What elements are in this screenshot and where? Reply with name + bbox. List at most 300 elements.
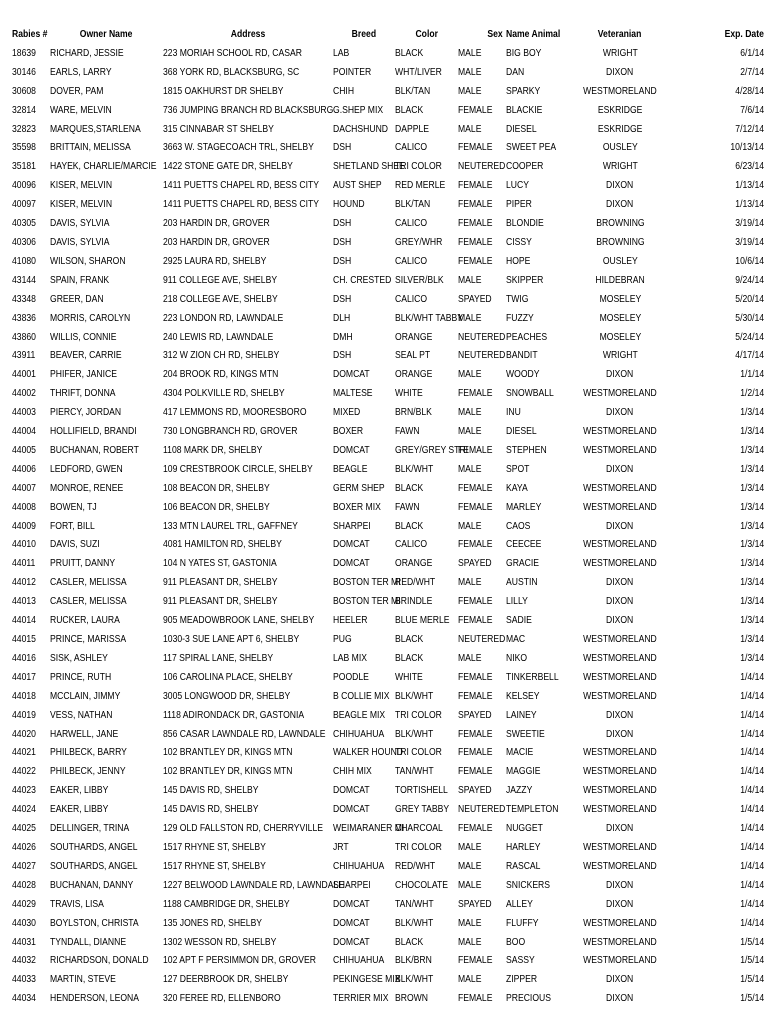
cell-animal-name: KAYA <box>506 481 528 494</box>
cell-owner-name: EARLS, LARRY <box>50 65 112 78</box>
cell-sex: FEMALE <box>458 746 493 759</box>
cell-exp-date: 1/2/14 <box>740 387 764 400</box>
cell-address: 240 LEWIS RD, LAWNDALE <box>163 330 274 343</box>
cell-veterinarian: WESTMORELAND <box>583 670 657 683</box>
cell-sex: MALE <box>458 519 482 532</box>
cell-address: 1030-3 SUE LANE APT 6, SHELBY <box>163 633 300 645</box>
cell-breed: DOMCAT <box>333 897 370 910</box>
cell-color: BLACK <box>395 519 424 532</box>
cell-sex: NEUTERED <box>458 160 506 173</box>
header-row <box>12 25 766 44</box>
cell-animal-name: MACIE <box>506 746 534 759</box>
cell-owner-name: HOLLIFIELD, BRANDI <box>50 425 137 438</box>
table-row <box>12 687 766 706</box>
cell-animal-name: LUCY <box>506 179 529 192</box>
cell-veterinarian: DIXON <box>606 65 634 78</box>
cell-owner-name: LEDFORD, GWEN <box>50 462 123 475</box>
cell-animal-name: TINKERBELL <box>506 670 559 683</box>
cell-veterinarian: DIXON <box>606 368 634 381</box>
cell-veterinarian: HILDEBRAN <box>595 273 645 286</box>
cell-owner-name: WILSON, SHARON <box>50 254 126 267</box>
cell-animal-name: BLONDIE <box>506 217 544 230</box>
table-row <box>12 725 766 744</box>
cell-rabies-number: 32823 <box>12 122 36 135</box>
cell-breed: SHARPEI <box>333 878 371 891</box>
cell-exp-date: 1/13/14 <box>735 198 764 211</box>
table-row <box>12 328 766 347</box>
table-row <box>12 252 766 271</box>
cell-sex: FEMALE <box>458 595 493 608</box>
cell-color: CALICO <box>395 217 428 230</box>
cell-owner-name: RICHARD, JESSIE <box>50 46 124 59</box>
cell-exp-date: 1/13/14 <box>735 179 764 192</box>
cell-exp-date: 1/3/14 <box>740 462 764 475</box>
table-row <box>12 290 766 309</box>
cell-owner-name: DOVER, PAM <box>50 84 104 97</box>
cell-address: 312 W ZION CH RD, SHELBY <box>163 349 280 362</box>
cell-animal-name: SADIE <box>506 614 532 627</box>
cell-breed: DSH <box>333 217 352 230</box>
cell-sex: MALE <box>458 878 482 891</box>
cell-owner-name: HENDERSON, LEONA <box>50 992 139 1005</box>
cell-sex: FEMALE <box>458 765 493 778</box>
cell-address: 1815 OAKHURST DR SHELBY <box>163 84 284 97</box>
cell-color: SILVER/BLK <box>395 273 444 286</box>
cell-address: 129 OLD FALLSTON RD, CHERRYVILLE <box>163 822 323 835</box>
cell-exp-date: 5/20/14 <box>735 292 764 305</box>
table-row <box>12 157 766 176</box>
cell-exp-date: 1/4/14 <box>740 916 764 929</box>
cell-rabies-number: 43348 <box>12 292 36 305</box>
cell-animal-name: RASCAL <box>506 859 541 872</box>
cell-address: 109 CRESTBROOK CIRCLE, SHELBY <box>163 462 313 475</box>
cell-owner-name: PRINCE, RUTH <box>50 670 112 683</box>
cell-owner-name: PHIFER, JANICE <box>50 368 117 381</box>
cell-animal-name: TEMPLETON <box>506 803 559 816</box>
cell-animal-name: HARLEY <box>506 840 541 853</box>
cell-veterinarian: DIXON <box>606 179 634 192</box>
cell-color: WHITE <box>395 670 423 683</box>
cell-address: 106 CAROLINA PLACE, SHELBY <box>163 670 293 683</box>
table-row <box>12 895 766 914</box>
table-row <box>12 857 766 876</box>
cell-address: 320 FEREE RD, ELLENBORO <box>163 992 281 1005</box>
cell-color: CALICO <box>395 538 428 551</box>
cell-rabies-number: 44020 <box>12 727 36 740</box>
table-row <box>12 44 766 63</box>
cell-owner-name: SOUTHARDS, ANGEL <box>50 859 138 872</box>
cell-breed: LAB MIX <box>333 651 367 664</box>
cell-breed: B COLLIE MIX <box>333 689 390 702</box>
cell-rabies-number: 44012 <box>12 576 36 589</box>
cell-veterinarian: DIXON <box>606 595 634 608</box>
header-sex: Sex <box>487 28 503 40</box>
cell-address: 417 LEMMONS RD, MOORESBORO <box>163 406 307 419</box>
cell-color: FAWN <box>395 425 420 438</box>
cell-rabies-number: 44008 <box>12 500 36 513</box>
table-row <box>12 498 766 517</box>
cell-exp-date: 5/30/14 <box>735 311 764 324</box>
cell-exp-date: 3/19/14 <box>735 217 764 230</box>
rabies-registry-table <box>12 25 766 1008</box>
cell-veterinarian: DIXON <box>606 576 634 589</box>
cell-breed: GERM SHEP <box>333 481 385 494</box>
cell-color: TORTISHELL <box>395 784 448 797</box>
cell-address: 203 HARDIN DR, GROVER <box>163 217 270 230</box>
cell-sex: MALE <box>458 273 482 286</box>
cell-color: BLACK <box>395 46 424 59</box>
cell-breed: CH. CRESTED <box>333 273 392 286</box>
cell-color: CHOCOLATE <box>395 878 448 891</box>
cell-animal-name: SPARKY <box>506 84 541 97</box>
cell-animal-name: BIG BOY <box>506 46 542 59</box>
cell-exp-date: 1/4/14 <box>740 727 764 740</box>
cell-color: TRI COLOR <box>395 160 442 173</box>
cell-animal-name: GRACIE <box>506 557 540 570</box>
cell-sex: MALE <box>458 122 482 135</box>
cell-veterinarian: WESTMORELAND <box>583 633 657 645</box>
cell-sex: NEUTERED <box>458 803 506 816</box>
cell-animal-name: CEECEE <box>506 538 542 551</box>
cell-owner-name: HARWELL, JANE <box>50 727 119 740</box>
cell-breed: LAB <box>333 46 350 59</box>
cell-rabies-number: 44027 <box>12 859 36 872</box>
cell-sex: FEMALE <box>458 614 493 627</box>
header-address: Address <box>230 28 266 40</box>
cell-color: BLK/BRN <box>395 954 432 967</box>
cell-veterinarian: WRIGHT <box>602 46 638 59</box>
cell-owner-name: BEAVER, CARRIE <box>50 349 122 362</box>
cell-veterinarian: WESTMORELAND <box>583 954 657 967</box>
cell-color: BLUE MERLE <box>395 614 450 627</box>
cell-veterinarian: DIXON <box>606 614 634 627</box>
cell-exp-date: 1/3/14 <box>740 406 764 419</box>
cell-color: DAPPLE <box>395 122 429 135</box>
cell-sex: FEMALE <box>458 500 493 513</box>
cell-sex: FEMALE <box>458 235 493 248</box>
cell-animal-name: PEACHES <box>506 330 548 343</box>
cell-sex: SPAYED <box>458 292 492 305</box>
cell-exp-date: 2/7/14 <box>740 65 764 78</box>
cell-veterinarian: DIXON <box>606 198 634 211</box>
cell-owner-name: RICHARDSON, DONALD <box>50 954 149 967</box>
cell-rabies-number: 44029 <box>12 897 36 910</box>
cell-sex: MALE <box>458 973 482 986</box>
cell-color: ORANGE <box>395 557 433 570</box>
cell-breed: CHIH <box>333 84 355 97</box>
cell-color: BLK/WHT <box>395 973 434 986</box>
cell-color: BLK/WHT <box>395 727 434 740</box>
cell-exp-date: 1/4/14 <box>740 878 764 891</box>
cell-rabies-number: 44015 <box>12 633 36 645</box>
cell-animal-name: SNICKERS <box>506 878 551 891</box>
header-exp-date: Exp. Date <box>724 28 764 40</box>
table-row <box>12 441 766 460</box>
cell-animal-name: WOODY <box>506 368 540 381</box>
cell-veterinarian: BROWNING <box>595 235 645 248</box>
table-row <box>12 649 766 668</box>
cell-veterinarian: DIXON <box>606 708 634 721</box>
cell-rabies-number: 30146 <box>12 65 36 78</box>
cell-sex: FEMALE <box>458 670 493 683</box>
cell-address: 736 JUMPING BRANCH RD BLACKSBURG <box>163 103 334 116</box>
cell-veterinarian: WESTMORELAND <box>583 784 657 797</box>
cell-veterinarian: DIXON <box>606 462 634 475</box>
cell-rabies-number: 44030 <box>12 916 36 929</box>
cell-sex: FEMALE <box>458 822 493 835</box>
cell-breed: BOXER MIX <box>333 500 381 513</box>
cell-color: ORANGE <box>395 368 433 381</box>
cell-exp-date: 1/3/14 <box>740 500 764 513</box>
cell-sex: NEUTERED <box>458 330 506 343</box>
cell-color: TRI COLOR <box>395 708 442 721</box>
table-row <box>12 781 766 800</box>
cell-breed: BOXER <box>333 425 364 438</box>
cell-veterinarian: OUSLEY <box>602 254 638 267</box>
cell-color: BLACK <box>395 651 424 664</box>
cell-exp-date: 1/3/14 <box>740 576 764 589</box>
cell-rabies-number: 44006 <box>12 462 36 475</box>
cell-breed: DOMCAT <box>333 538 370 551</box>
cell-sex: FEMALE <box>458 179 493 192</box>
header-color: Color <box>415 28 438 40</box>
cell-animal-name: LAINEY <box>506 708 537 721</box>
cell-veterinarian: WESTMORELAND <box>583 935 657 948</box>
cell-sex: FEMALE <box>458 198 493 211</box>
cell-color: BLK/WHT <box>395 689 434 702</box>
cell-animal-name: DIESEL <box>506 122 537 135</box>
table-row <box>12 970 766 989</box>
table-row <box>12 271 766 290</box>
cell-veterinarian: WESTMORELAND <box>583 538 657 551</box>
table-row <box>12 176 766 195</box>
cell-exp-date: 1/4/14 <box>740 803 764 816</box>
cell-address: 106 BEACON DR, SHELBY <box>163 500 270 513</box>
cell-sex: MALE <box>458 406 482 419</box>
cell-exp-date: 1/4/14 <box>740 840 764 853</box>
table-row <box>12 460 766 479</box>
cell-rabies-number: 44003 <box>12 406 36 419</box>
table-row <box>12 517 766 536</box>
cell-sex: NEUTERED <box>458 633 506 645</box>
cell-owner-name: MARQUES,STARLENA <box>50 122 141 135</box>
cell-owner-name: SPAIN, FRANK <box>50 273 110 286</box>
cell-address: 1422 STONE GATE DR, SHELBY <box>163 160 293 173</box>
cell-owner-name: MARTIN, STEVE <box>50 973 116 986</box>
cell-breed: CHIHUAHUA <box>333 859 385 872</box>
cell-color: BLACK <box>395 103 424 116</box>
cell-animal-name: SASSY <box>506 954 535 967</box>
cell-rabies-number: 44033 <box>12 973 36 986</box>
cell-address: 133 MTN LAUREL TRL, GAFFNEY <box>163 519 298 532</box>
cell-address: 135 JONES RD, SHELBY <box>163 916 263 929</box>
cell-sex: MALE <box>458 84 482 97</box>
cell-address: 145 DAVIS RD, SHELBY <box>163 784 259 797</box>
cell-color: CALICO <box>395 292 428 305</box>
cell-owner-name: BUCHANAN, DANNY <box>50 878 134 891</box>
cell-owner-name: EAKER, LIBBY <box>50 803 109 816</box>
cell-color: GREY/WHR <box>395 235 443 248</box>
cell-veterinarian: WESTMORELAND <box>583 481 657 494</box>
cell-breed: DSH <box>333 141 352 154</box>
cell-address: 3005 LONGWOOD DR, SHELBY <box>163 689 291 702</box>
cell-color: BLK/WHT TABBY <box>395 311 463 324</box>
cell-address: 108 BEACON DR, SHELBY <box>163 481 270 494</box>
cell-breed: DOMCAT <box>333 935 370 948</box>
cell-sex: FEMALE <box>458 103 493 116</box>
cell-color: BRINDLE <box>395 595 433 608</box>
cell-animal-name: SWEET PEA <box>506 141 557 154</box>
cell-rabies-number: 43836 <box>12 311 36 324</box>
cell-breed: BEAGLE <box>333 462 368 475</box>
cell-address: 1118 ADIRONDACK DR, GASTONIA <box>163 708 305 721</box>
cell-sex: MALE <box>458 425 482 438</box>
table-row <box>12 706 766 725</box>
cell-breed: MIXED <box>333 406 361 419</box>
header-rabies-number: Rabies # <box>12 28 48 40</box>
cell-exp-date: 1/5/14 <box>740 973 764 986</box>
cell-address: 102 BRANTLEY DR, KINGS MTN <box>163 765 293 778</box>
cell-address: 204 BROOK RD, KINGS MTN <box>163 368 279 381</box>
cell-sex: NEUTERED <box>458 349 506 362</box>
cell-animal-name: NUGGET <box>506 822 543 835</box>
cell-breed: CHIHUAHUA <box>333 727 385 740</box>
cell-color: ORANGE <box>395 330 433 343</box>
cell-exp-date: 6/23/14 <box>735 160 764 173</box>
table-row <box>12 611 766 630</box>
cell-breed: DLH <box>333 311 351 324</box>
cell-address: 223 LONDON RD, LAWNDALE <box>163 311 284 324</box>
cell-veterinarian: WRIGHT <box>602 160 638 173</box>
cell-veterinarian: DIXON <box>606 878 634 891</box>
table-row <box>12 82 766 101</box>
cell-color: TRI COLOR <box>395 840 442 853</box>
cell-exp-date: 1/4/14 <box>740 708 764 721</box>
cell-animal-name: ZIPPER <box>506 973 538 986</box>
cell-sex: FEMALE <box>458 217 493 230</box>
cell-breed: PEKINGESE MIX <box>333 973 401 986</box>
cell-owner-name: MONROE, RENEE <box>50 481 124 494</box>
cell-owner-name: PRUITT, DANNY <box>50 557 116 570</box>
cell-address: 911 PLEASANT DR, SHELBY <box>163 576 278 589</box>
cell-breed: AUST SHEP <box>333 179 382 192</box>
cell-veterinarian: WESTMORELAND <box>583 803 657 816</box>
cell-animal-name: NIKO <box>506 651 528 664</box>
table-row <box>12 668 766 687</box>
cell-animal-name: SPOT <box>506 462 530 475</box>
table-row <box>12 384 766 403</box>
cell-veterinarian: WESTMORELAND <box>583 689 657 702</box>
cell-owner-name: RUCKER, LAURA <box>50 614 120 627</box>
table-row <box>12 876 766 895</box>
cell-exp-date: 5/24/14 <box>735 330 764 343</box>
cell-animal-name: MAGGIE <box>506 765 541 778</box>
cell-exp-date: 1/5/14 <box>740 954 764 967</box>
cell-exp-date: 4/17/14 <box>735 349 764 362</box>
cell-owner-name: THRIFT, DONNA <box>50 387 116 400</box>
cell-owner-name: HAYEK, CHARLIE/MARCIE <box>50 160 157 173</box>
cell-animal-name: MAC <box>506 633 526 645</box>
cell-sex: FEMALE <box>458 443 493 456</box>
cell-color: TRI COLOR <box>395 746 442 759</box>
cell-animal-name: BOO <box>506 935 526 948</box>
cell-address: 1108 MARK DR, SHELBY <box>163 443 263 456</box>
cell-owner-name: CASLER, MELISSA <box>50 595 127 608</box>
cell-address: 218 COLLEGE AVE, SHELBY <box>163 292 278 305</box>
table-row <box>12 800 766 819</box>
cell-rabies-number: 44010 <box>12 538 36 551</box>
cell-breed: DMH <box>333 330 353 343</box>
cell-exp-date: 10/6/14 <box>735 254 764 267</box>
cell-owner-name: BUCHANAN, ROBERT <box>50 443 139 456</box>
cell-owner-name: FORT, BILL <box>50 519 95 532</box>
cell-exp-date: 4/28/14 <box>735 84 764 97</box>
table-row <box>12 535 766 554</box>
cell-veterinarian: WESTMORELAND <box>583 84 657 97</box>
cell-address: 315 CINNABAR ST SHELBY <box>163 122 274 135</box>
cell-address: 102 BRANTLEY DR, KINGS MTN <box>163 746 293 759</box>
cell-exp-date: 1/5/14 <box>740 992 764 1005</box>
cell-breed: DSH <box>333 349 352 362</box>
cell-color: BROWN <box>395 992 429 1005</box>
cell-exp-date: 1/4/14 <box>740 746 764 759</box>
cell-veterinarian: BROWNING <box>595 217 645 230</box>
cell-exp-date: 7/12/14 <box>735 122 764 135</box>
cell-veterinarian: WESTMORELAND <box>583 557 657 570</box>
cell-rabies-number: 43911 <box>12 349 36 362</box>
cell-breed: DOMCAT <box>333 557 370 570</box>
cell-veterinarian: ESKRIDGE <box>597 122 643 135</box>
cell-color: TAN/WHT <box>395 897 434 910</box>
cell-owner-name: PIERCY, JORDAN <box>50 406 122 419</box>
cell-address: 1517 RHYNE ST, SHELBY <box>163 840 266 853</box>
cell-exp-date: 1/5/14 <box>740 935 764 948</box>
cell-color: RED MERLE <box>395 179 446 192</box>
cell-rabies-number: 44005 <box>12 443 36 456</box>
cell-veterinarian: ESKRIDGE <box>597 103 643 116</box>
cell-address: 1227 BELWOOD LAWNDALE RD, LAWNDALE <box>163 878 345 891</box>
cell-color: BLK/WHT <box>395 916 434 929</box>
cell-animal-name: PRECIOUS <box>506 992 551 1005</box>
cell-veterinarian: WESTMORELAND <box>583 500 657 513</box>
table-row <box>12 554 766 573</box>
cell-owner-name: DAVIS, SUZI <box>50 538 100 551</box>
cell-sex: MALE <box>458 46 482 59</box>
cell-breed: CHIH MIX <box>333 765 372 778</box>
cell-sex: MALE <box>458 311 482 324</box>
cell-owner-name: TYNDALL, DIANNE <box>50 935 127 948</box>
cell-animal-name: TWIG <box>506 292 529 305</box>
cell-color: WHITE <box>395 387 423 400</box>
cell-sex: MALE <box>458 65 482 78</box>
cell-address: 2925 LAURA RD, SHELBY <box>163 254 267 267</box>
cell-sex: FEMALE <box>458 387 493 400</box>
cell-veterinarian: DIXON <box>606 973 634 986</box>
cell-sex: MALE <box>458 576 482 589</box>
cell-exp-date: 1/3/14 <box>740 557 764 570</box>
cell-breed: HOUND <box>333 198 365 211</box>
cell-exp-date: 1/3/14 <box>740 425 764 438</box>
cell-animal-name: INU <box>506 406 521 419</box>
cell-animal-name: BANDIT <box>506 349 538 362</box>
cell-address: 104 N YATES ST, GASTONIA <box>163 557 277 570</box>
table-row <box>12 346 766 365</box>
table-row <box>12 914 766 933</box>
cell-address: 911 PLEASANT DR, SHELBY <box>163 595 278 608</box>
cell-address: 1411 PUETTS CHAPEL RD, BESS CITY <box>163 179 319 192</box>
cell-owner-name: DELLINGER, TRINA <box>50 822 130 835</box>
cell-color: BLK/TAN <box>395 84 431 97</box>
